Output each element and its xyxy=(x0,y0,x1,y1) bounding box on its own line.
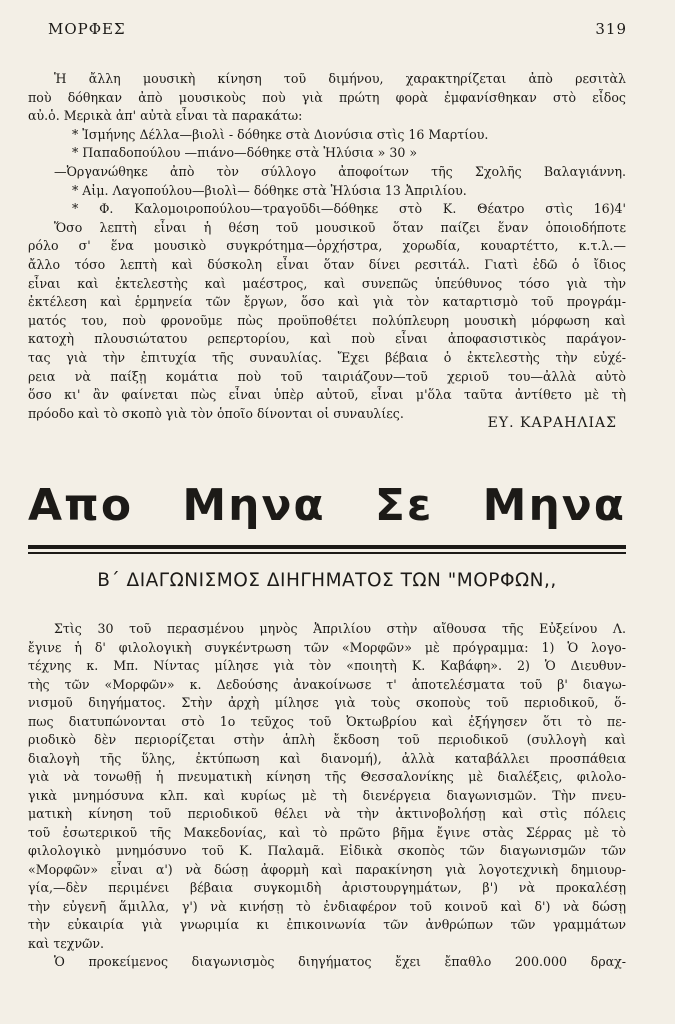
text-line: τέχνης κ. Μπ. Νίντας μίλησε γιὰ τὸν «ποιητὴ Κ. Καβάφη». 2) Ὁ Διευθυν- xyxy=(28,658,626,673)
text-line: νισμοῦ διηγήματος. Στὴν ἀρχὴ μίλησε γιὰ τοὺς σκοποὺς τοῦ περιοδικοῦ, ὅ- xyxy=(28,695,626,710)
text-line: ἄλλο τόσο λεπτὴ καὶ δύσκολη εἶναι ὅταν δίνει ρεσιτάλ. Γιατὶ ἐδῶ ὁ ἴδιος xyxy=(28,256,626,272)
list-item: * Ἰσμήνης Δέλλα—βιολὶ - δόθηκε στὰ Διονύσια στὶς 16 Μαρτίου. xyxy=(72,126,489,142)
text-line: Ἡ ἄλλη μουσικὴ κίνηση τοῦ διμήνου, χαρακτηρίζεται ἀπὸ ρεσιτὰλ xyxy=(54,71,626,86)
text-line: πρόοδο καὶ τὸ σκοπὸ γιὰ τὸν ὁποῖο δίνονται οἱ συναυλίες. xyxy=(28,405,404,421)
banner-word: Μηνα xyxy=(182,480,326,531)
text-line: τας γιὰ τὴν ἐπιτυχία τῆς συναυλίας. Ἔχει βέβαια ὁ ἐκτελεστὴς τὴν εὐχέ- xyxy=(28,349,626,365)
text-line: ἔγινε ἡ δ' φιλολογικὴ συγκέντρωση τῶν «Μορφῶν» μὲ πρόγραμμα: 1) Ὁ λογο- xyxy=(28,639,626,655)
text-line: τοῦ ἐσωτερικοῦ τῆς Μακεδονίας, καὶ τὸ πρῶτο βῆμα ἔγινε στὰς Σέρρας μὲ τὸ xyxy=(28,824,626,840)
journal-title: ΜΟΡΦΕΣ xyxy=(48,20,126,38)
text-line: Ὁ προκείμενος διαγωνισμὸς διηγήματος ἔχει ἔπαθλο 200.000 δραχ- xyxy=(54,954,626,969)
list-item: * Παπαδοπούλου —πιάνο—δόθηκε στὰ Ἠλύσια » 30 » xyxy=(72,145,418,161)
banner-word: Μηνα xyxy=(482,480,626,531)
text-line: ἐκτέλεση καὶ ἑρμηνεία τῶν ἔργων, ὅσο καὶ γιὰ τὸν καταρτισμὸ τοῦ προγράμ- xyxy=(28,294,626,310)
text-line: Ὅσο λεπτὴ εἶναι ἡ θέση τοῦ μουσικοῦ ὅταν παίζει ἕναν ὁποιοδήποτε xyxy=(54,219,626,235)
text-line: φιλολογικὸ μνημόσυνο τοῦ Κ. Παλαμᾶ. Εἰδικὰ σκοπὸς τῶν διαγωνισμῶν τῶν xyxy=(28,843,626,858)
text-line: ρόλο σ' ἕνα μουσικὸ συγκρότημα—ὀρχήστρα, χορωδία, κουαρτέττο, κ.τ.λ.— xyxy=(28,238,626,254)
text-line: ρεια νὰ παίξῃ κομάτια ποὺ τοῦ ταιριάζουν—τοῦ χεριοῦ του—ἀλλὰ αὐτὸ xyxy=(28,368,626,384)
text-line: τὴν εὐγενῆ ἅμιλλα, γ') νὰ κινήσῃ τὸ ἐνδιαφέρον τοῦ κοινοῦ καὶ δ') νὰ δώσῃ xyxy=(28,898,626,914)
banner-word: Απο xyxy=(28,480,134,531)
text-line: ματικὴ κίνηση τοῦ περιοδικοῦ θέλει νὰ τὴν ἀκτινοβολήσῃ καὶ στὶς πόλεις xyxy=(28,806,626,821)
contest-article xyxy=(28,620,626,972)
text-line: καὶ τεχνῶν. xyxy=(28,935,105,951)
page-number: 319 xyxy=(595,20,627,38)
text-line: εἶναι καὶ ἐκτελεστὴς καὶ μαέστρος, καὶ συνεπῶς ὑπεύθυνος τόσο γιὰ τὴν xyxy=(28,275,626,291)
text-line: τὴν εὐκαιρία γιὰ γνωριμία κι ἐπικοινωνία τῶν ἀνθρώπων τῶν γραμμάτων xyxy=(28,917,626,932)
text-line: γία,—δὲν περιμένει βέβαια συγκομιδὴ ἀριστουργημάτων, β') νὰ προκαλέσῃ xyxy=(28,880,626,895)
text-line: ματός του, ποὺ φρονοῦμε πὼς προϋποθέτει πολύπλευρη μουσικὴ μόρφωση καὶ xyxy=(28,312,626,328)
text-line: αὐ.ὁ. Μερικὰ ἀπ' αὐτὰ εἶναι τὰ παρακάτω: xyxy=(28,108,303,124)
text-line: ποὺ δόθηκαν ἀπὸ μουσικοὺς ποὺ γιὰ πρώτη φορὰ ἐμφανίσθηκαν στὸ εἶδος xyxy=(28,89,626,105)
list-item: * Αἰμ. Λαγοπούλου—βιολὶ— δόθηκε στὰ Ἠλύσια 13 Ἀπριλίου. xyxy=(72,182,467,198)
divider-thick xyxy=(28,545,626,549)
list-item: * Φ. Καλομοιροπούλου—τραγοῦδι—δόθηκε στὸ Κ. Θέατρο στὶς 16)4' xyxy=(72,201,626,217)
section-banner xyxy=(28,480,626,531)
text-line: ὅσο κι' ἂν φαίνεται πὼς εἶναι ὑπὲρ αὐτοῦ, εἶναι μ'ὅλα ταῦτα ἀντίθετο μὲ τὴ xyxy=(28,387,626,403)
section-title: Β΄ ΔΙΑΓΩΝΙΣΜΟΣ ΔΙΗΓΗΜΑΤΟΣ ΤΩΝ "ΜΟΡΦΩΝ,, xyxy=(97,570,557,591)
text-line: γικὰ μνημόσυνα κλπ. καὶ κυρίως μὲ τὴ διενέργεια διαγωνισμῶν. Τὴν πνευ- xyxy=(28,787,626,803)
text-line: διαλογὴ τῆς ὕλης, ἐκτύπωση καὶ διανομή), ἀλλὰ καταβάλλει προσπάθεια xyxy=(28,750,626,766)
text-line: κατοχὴ πλουσιώτατου ρεπερτορίου, καὶ ποὺ εἶναι ἀποφασιστικὸς παράγον- xyxy=(28,331,626,347)
text-line: «Μορφῶν» εἶναι α') νὰ δώσῃ ἀφορμὴ καὶ παρακίνηση γιὰ λογοτεχνικὴ δημιουρ- xyxy=(28,861,626,877)
music-article xyxy=(28,70,626,423)
author-signature: ΕΥ. ΚΑΡΑΗΛΙΑΣ xyxy=(487,415,617,431)
text-line: Στὶς 30 τοῦ περασμένου μηνὸς Ἀπριλίου στὴν αἴθουσα τῆς Εὐξείνου Λ. xyxy=(54,621,626,636)
text-line: ριοδικὸ δὲν περιορίζεται στὴν ἁπλὴ ἔκδοση τοῦ περιοδικοῦ (συλλογὴ καὶ xyxy=(28,732,626,747)
text-line: τὴς τῶν «Μορφῶν» κ. Δεδούσης ἀνακοίνωσε τ' ἀποτελέσματα τοῦ β' διαγω- xyxy=(28,676,626,692)
running-head xyxy=(48,20,627,38)
banner-word: Σε xyxy=(374,480,434,531)
text-line: πως διατυπώνονται στὸ 1ο τεῦχος τοῦ Ὀκτωβρίου καὶ ἐξήγησεν ὅτι τὸ πε- xyxy=(28,713,626,729)
divider-thin xyxy=(28,552,626,554)
text-line: γιὰ νὰ τονωθῇ ἡ πνευματικὴ κίνηση τῆς Θεσσαλονίκης μὲ διαλέξεις, φιλολο- xyxy=(28,769,626,784)
list-item: —Ὀργανώθηκε ἀπὸ τὸν σύλλογο ἀποφοίτων τῆς Σχολῆς Βαλαγιάννη. xyxy=(54,163,626,179)
